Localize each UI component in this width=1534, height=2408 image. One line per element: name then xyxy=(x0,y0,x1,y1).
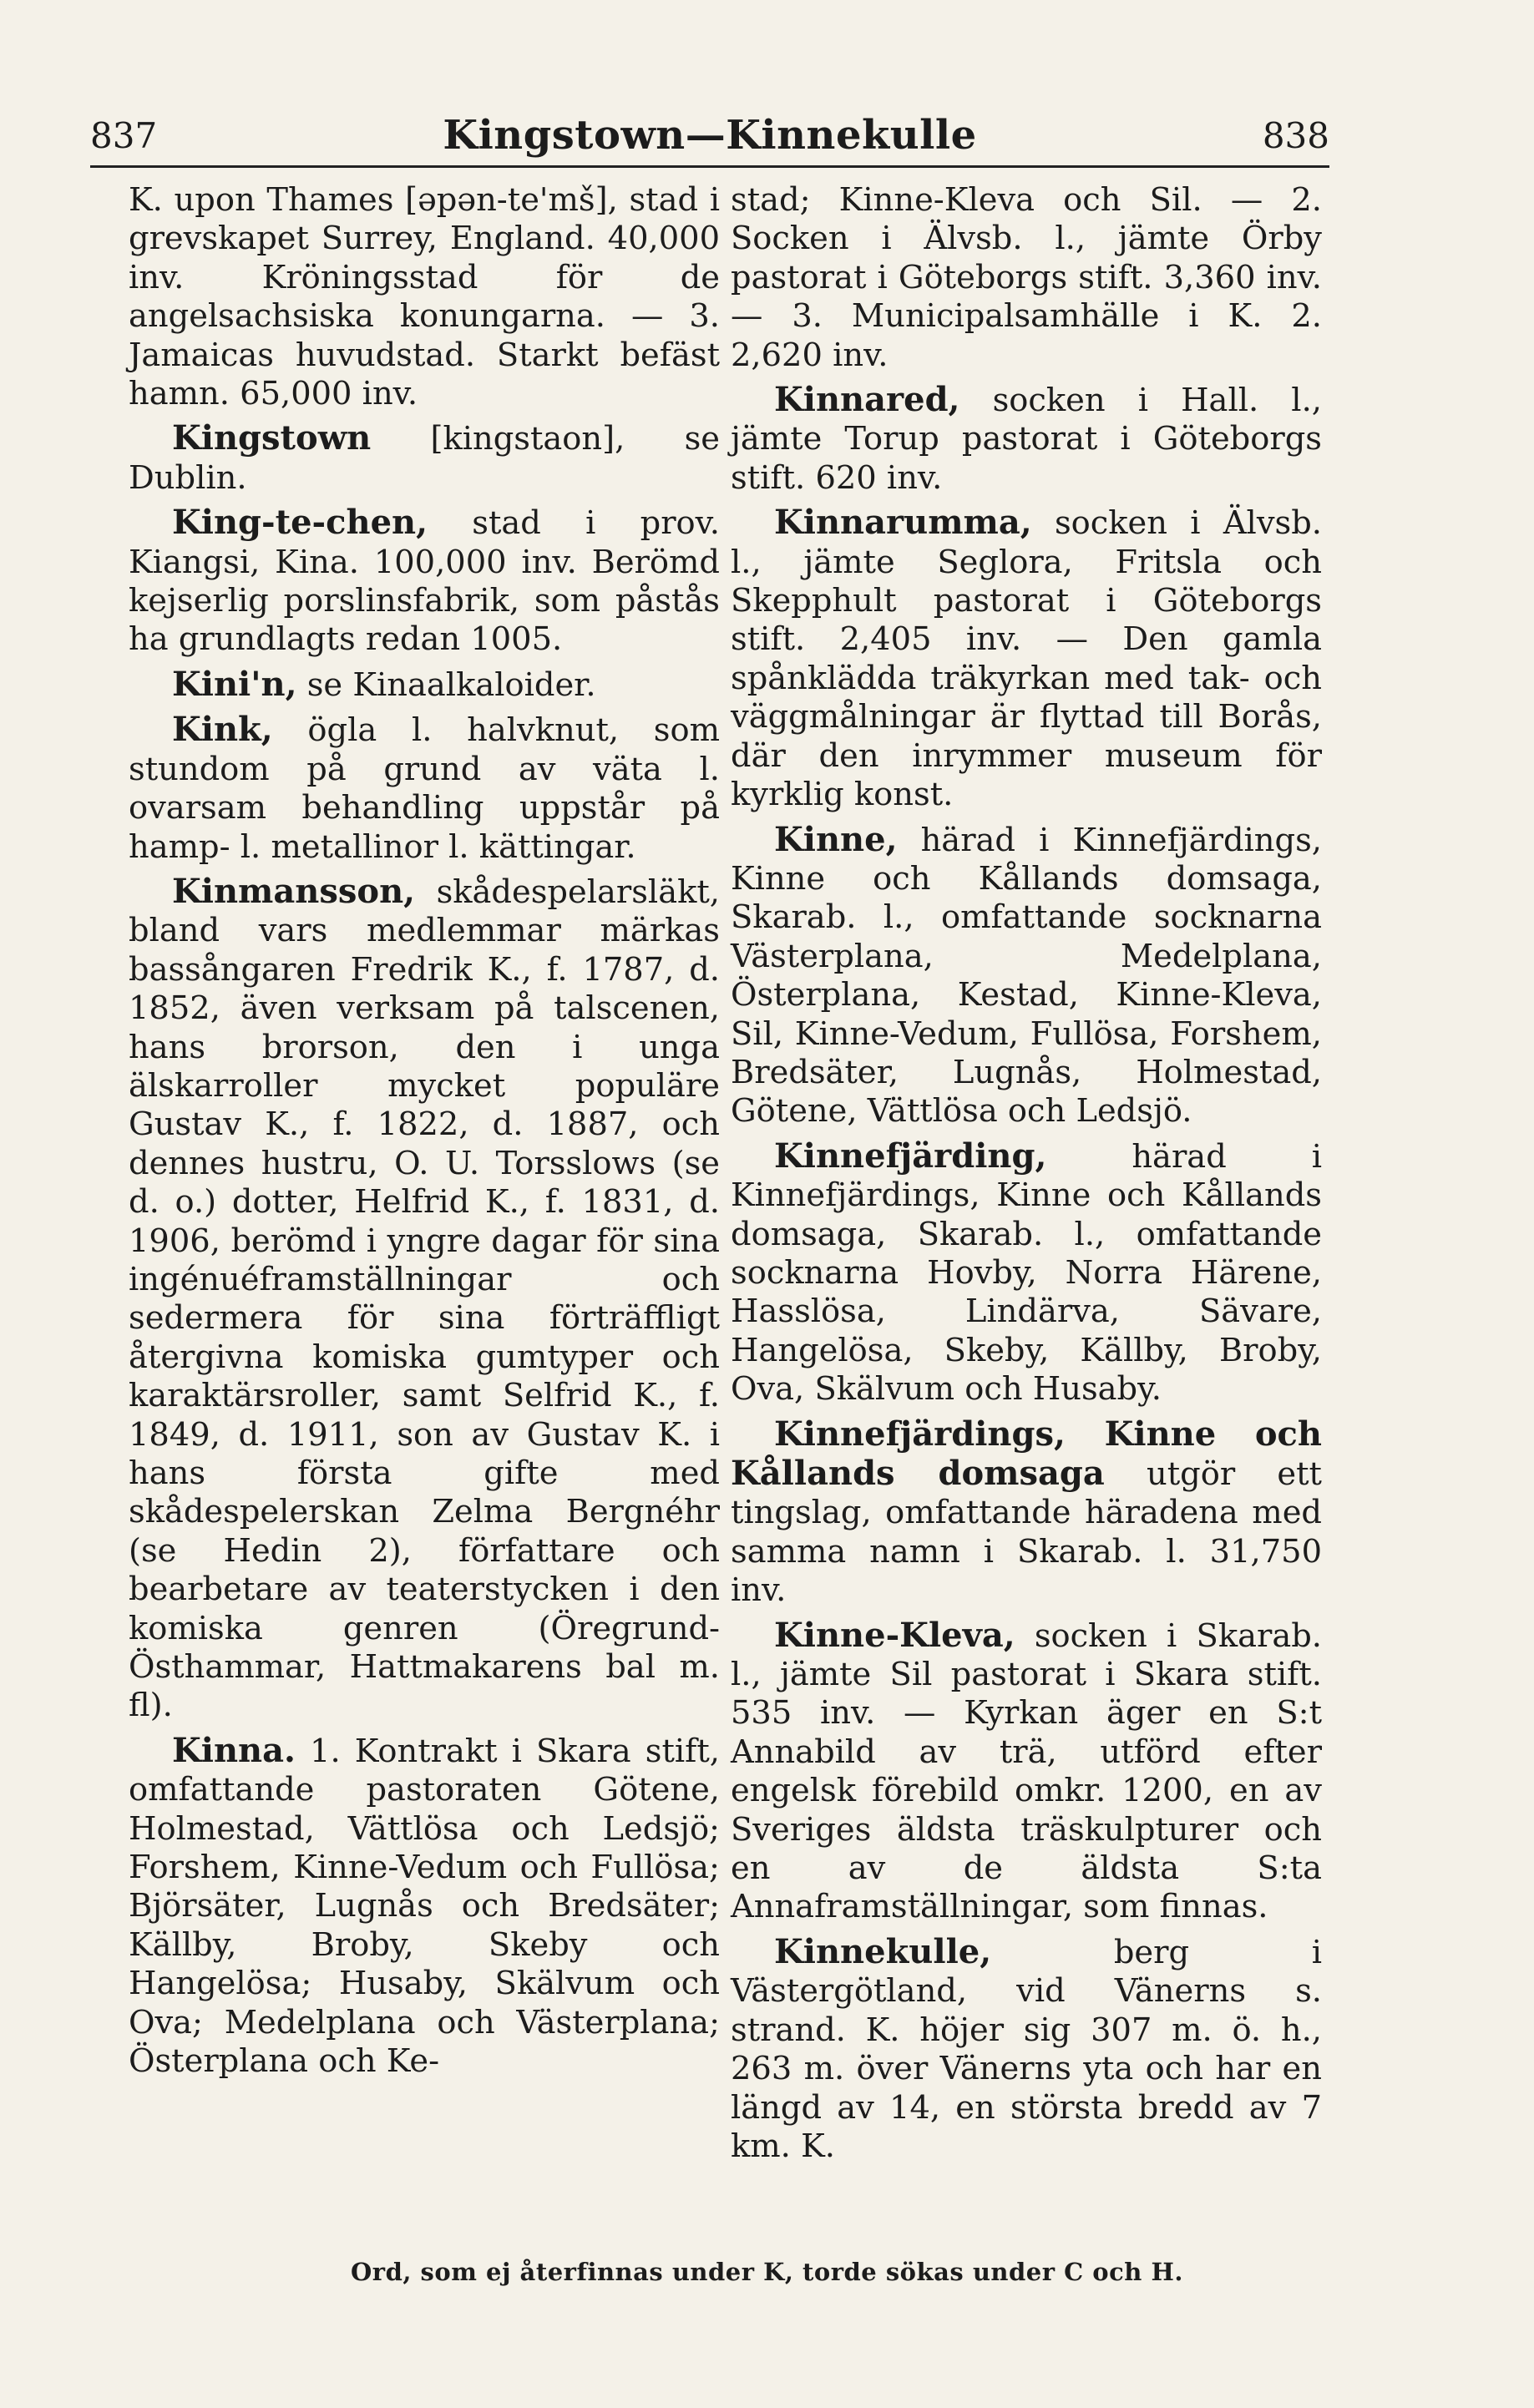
entry-text: ögla l. halvknut, som stundom på grund av väta l. ovarsam behandling uppstår på hamp- l. metallinor l. kättingar. xyxy=(129,711,720,866)
entry-text: socken i Hall. l., jämte Torup pastorat i Göteborgs stift. 620 inv. xyxy=(731,382,1322,497)
entry-headword: Kinnefjärdings, Kinne och Kållands domsaga xyxy=(731,1414,1322,1493)
entry-text: stad; Kinne-Kleva och Sil. — 2. Socken i Älvsb. l., jämte Örby pastorat i Göteborgs stift. 3,360 inv. — 3. Municipalsamhälle i K. 2. 2,620 inv. xyxy=(731,181,1322,374)
entry xyxy=(129,503,720,660)
entry-text: se Kinaalkaloider. xyxy=(296,665,596,704)
entry-headword: Kinmansson, xyxy=(172,871,416,911)
entry-text: 1. Kontrakt i Skara stift, omfattande pastoraten Götene, Holmestad, Vättlösa och Ledsjö; Forshem, Kinne-Vedum och Fullösa; Björsäter, Lugnås och Bredsäter; Källby, Broby, Skeby och Hangelösa; Husaby, Skälvum och Ova; Medelplana och Västerplana; Österplana och Ke- xyxy=(129,1732,720,2081)
entry-text: berg i Västergötland, vid Vänerns s. strand. K. höjer sig 307 m. ö. h., 263 m. över Vänerns yta och har en längd av 14, en största bredd av 7 km. K. xyxy=(731,1933,1322,2165)
entry-headword: Kinne, xyxy=(774,819,898,859)
entry-text: K. upon Thames [əpən-te'mš], stad i grevskapet Surrey, England. 40,000 inv. Kröningsstad för de angelsachsiska konungarna. — 3. Jamaicas huvudstad. Starkt befäst hamn. 65,000 inv. xyxy=(129,181,720,413)
entry-headword: Kink, xyxy=(172,710,273,750)
entry-text: härad i Kinnefjärdings, Kinne och Kållands domsaga, Skarab. l., omfattande socknarna Hovby, Norra Härene, Hasslösa, Lindärva, Sävare, Hangelösa, Skeby, Källby, Broby, Ova, Skälvum och Husaby. xyxy=(731,1137,1322,1409)
entry xyxy=(731,1616,1322,1927)
entry xyxy=(129,665,720,705)
entry xyxy=(731,180,1322,375)
entry-headword: Kinna. xyxy=(172,1730,296,1770)
entry-text: stad i prov. Kiangsi, Kina. 100,000 inv. Berömd kejserlig porslinsfabrik, som påstås ha grundlagts redan 1005. xyxy=(129,504,720,659)
page-header xyxy=(90,99,1329,165)
right-column xyxy=(731,180,1322,2172)
page-number-left: 837 xyxy=(90,115,158,156)
entry xyxy=(731,1933,1322,2166)
entry-text: socken i Skarab. l., jämte Sil pastorat i Skara stift. 535 inv. — Kyrkan äger en S:t Annabild av trä, utförd efter engelsk förebild omkr. 1200, en av Sveriges äldsta träskulpturer och en av de äldsta S:ta Annaframställningar, som finnas. xyxy=(731,1616,1322,1926)
entry-headword: King-te-chen, xyxy=(172,503,428,543)
entry xyxy=(731,381,1322,498)
entry-headword: Kinne-Kleva, xyxy=(774,1615,1015,1655)
entry-headword: Kinnefjärding, xyxy=(774,1136,1047,1176)
entry xyxy=(731,1137,1322,1409)
entry-text: socken i Älvsb. l., jämte Seglora, Fritsla och Skepphult pastorat i Göteborgs stift. 2,405 inv. — Den gamla spånklädda träkyrkan med tak- och väggmålningar är flyttad till Borås, där den inrymmer museum för kyrklig konst. xyxy=(731,504,1322,814)
entry-headword: Kinnekulle, xyxy=(774,1931,992,1971)
entry xyxy=(731,503,1322,814)
entry-text: skådespelarsläkt, bland vars medlemmar märkas bassångaren Fredrik K., f. 1787, d. 1852, även verksam på talscenen, hans brorson, den i unga älskarroller mycket populäre Gustav K., f. 1822, d. 1887, och dennes hustru, O. U. Torsslows (se d. o.) dotter, Helfrid K., f. 1831, d. 1906, berömd i yngre dagar för sina ingénuéframställningar och sedermera för sina förträffligt återgivna komiska gumtyper och karaktärsroller, samt Selfrid K., f. 1849, d. 1911, son av Gustav K. i hans första gifte med skådespelerskan Zelma Bergnéhr (se Hedin 2), författare och bearbetare av teaterstycken i den komiska genren (Öregrund-Östhammar, Hattmakarens bal m. fl). xyxy=(129,873,720,1725)
entry-text: utgör ett tingslag, omfattande häradena med samma namn i Skarab. l. 31,750 inv. xyxy=(731,1455,1322,1610)
entry xyxy=(731,1415,1322,1611)
entry-text: härad i Kinnefjärdings, Kinne och Kållands domsaga, Skarab. l., omfattande socknarna Västerplana, Medelplana, Österplana, Kestad, Kinne-Kleva, Sil, Kinne-Vedum, Fullösa, Forshem, Bredsäter, Lugnås, Holmestad, Götene, Vättlösa och Ledsjö. xyxy=(731,821,1322,1131)
entry xyxy=(129,711,720,867)
entry xyxy=(129,1732,720,2082)
page-title: Kingstown—Kinnekulle xyxy=(443,112,977,159)
entry xyxy=(129,873,720,1726)
entry-headword: Kingstown xyxy=(172,418,372,458)
page-footer-note: Ord, som ej återfinnas under K, torde sökas under C och H. xyxy=(351,2258,1183,2286)
page-number-right: 838 xyxy=(1262,115,1329,156)
entry xyxy=(731,821,1322,1131)
entry-headword: Kini'n, xyxy=(172,664,297,704)
entry xyxy=(129,419,720,498)
entry-text: [kingstaon], se Dublin. xyxy=(129,420,720,497)
entry-headword: Kinnarumma, xyxy=(774,503,1032,543)
left-column xyxy=(129,180,720,2087)
header-rule xyxy=(90,165,1329,168)
entry-headword: Kinnared, xyxy=(774,380,960,420)
entry xyxy=(129,180,720,413)
